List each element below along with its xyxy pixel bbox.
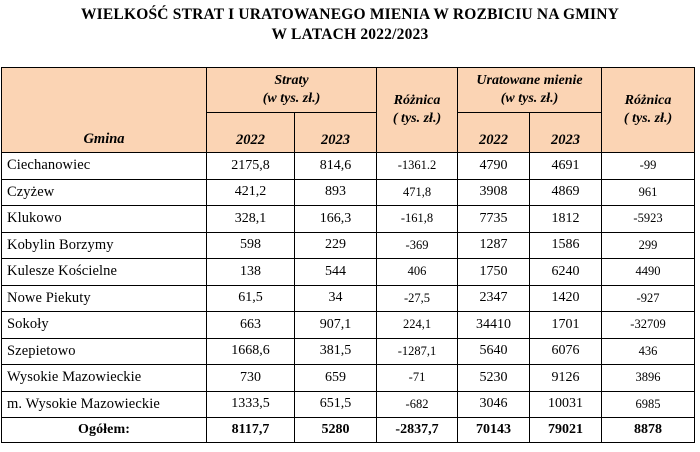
header-straty [207,68,377,113]
cell-straty-2023: 659 [295,365,377,392]
cell-roznica-straty: -27,5 [377,285,458,312]
cell-gmina: Szepietowo [2,338,207,365]
header-straty-2023: 2023 [295,113,377,153]
header-straty-2022: 2022 [207,113,295,153]
header-roznica-straty [377,68,458,153]
cell-roznica-straty: -369 [377,232,458,259]
header-roznica-straty-title: Różnica [393,93,441,108]
cell-straty-2023: 229 [295,232,377,259]
cell-roznica-straty: 471,8 [377,179,458,206]
cell-roznica-straty: 406 [377,259,458,286]
title-line-2: W LATACH 2022/2023 [271,26,429,43]
cell-uratowane-2022: 3908 [458,179,530,206]
cell-roznica-uratowane: 3896 [602,365,695,392]
cell-straty-2022: 61,5 [207,285,295,312]
cell-straty-2022: 421,2 [207,179,295,206]
header-uratowane-title: Uratowane mienie [476,73,583,88]
cell-uratowane-2023: 10031 [530,391,602,418]
cell-gmina: Ciechanowiec [2,153,207,180]
table-row [2,338,695,365]
cell-straty-2022: 328,1 [207,206,295,233]
header-uratowane-2023: 2023 [530,113,602,153]
cell-roznica-straty: -682 [377,391,458,418]
header-roznica-uratowane-title: Różnica [624,93,672,108]
table-row [2,312,695,339]
title-line-1: WIELKOŚĆ STRAT I URATOWANEGO MIENIA W ROZBICIU NA GMINY [80,6,620,23]
table-row [2,391,695,418]
total-row [2,418,695,443]
cell-uratowane-2023: 1586 [530,232,602,259]
table-row [2,285,695,312]
header-gmina: Gmina [2,68,207,153]
cell-roznica-straty: -71 [377,365,458,392]
cell-straty-2022: 730 [207,365,295,392]
cell-roznica-straty: -1361.2 [377,153,458,180]
cell-gmina: m. Wysokie Mazowieckie [2,391,207,418]
cell-straty-2023: 544 [295,259,377,286]
header-straty-title: Straty [274,73,309,88]
cell-uratowane-2023: 1701 [530,312,602,339]
cell-uratowane-2023: 1812 [530,206,602,233]
cell-straty-2022: 138 [207,259,295,286]
cell-uratowane-2022: 2347 [458,285,530,312]
cell-uratowane-2022: 5230 [458,365,530,392]
cell-roznica-straty: -1287,1 [377,338,458,365]
cell-uratowane-2022: 1287 [458,232,530,259]
cell-uratowane-2023: 6240 [530,259,602,286]
cell-straty-2022: 1333,5 [207,391,295,418]
table-row [2,365,695,392]
cell-straty-2022: 663 [207,312,295,339]
cell-uratowane-2023: 4691 [530,153,602,180]
cell-roznica-uratowane: 4490 [602,259,695,286]
cell-gmina: Czyżew [2,179,207,206]
header-roznica-straty-unit: ( tys. zł.) [392,111,442,126]
table-row [2,179,695,206]
cell-straty-2023: 381,5 [295,338,377,365]
cell-straty-2023: 651,5 [295,391,377,418]
cell-roznica-straty: 224,1 [377,312,458,339]
total-roznica-straty: -2837,7 [377,418,458,443]
cell-gmina: Wysokie Mazowieckie [2,365,207,392]
total-straty-2023: 5280 [295,418,377,443]
cell-roznica-uratowane: -99 [602,153,695,180]
cell-uratowane-2023: 4869 [530,179,602,206]
cell-straty-2023: 814,6 [295,153,377,180]
total-straty-2022: 8117,7 [207,418,295,443]
cell-straty-2023: 34 [295,285,377,312]
cell-uratowane-2022: 1750 [458,259,530,286]
cell-straty-2023: 907,1 [295,312,377,339]
total-uratowane-2022: 70143 [458,418,530,443]
table-row [2,259,695,286]
cell-straty-2022: 598 [207,232,295,259]
header-roznica-uratowane [602,68,695,153]
header-uratowane-2022: 2022 [458,113,530,153]
cell-roznica-uratowane: -5923 [602,206,695,233]
cell-roznica-uratowane: 961 [602,179,695,206]
cell-roznica-straty: -161,8 [377,206,458,233]
cell-uratowane-2023: 9126 [530,365,602,392]
cell-uratowane-2023: 1420 [530,285,602,312]
cell-uratowane-2022: 4790 [458,153,530,180]
cell-straty-2022: 2175,8 [207,153,295,180]
cell-roznica-uratowane: 436 [602,338,695,365]
cell-uratowane-2022: 7735 [458,206,530,233]
cell-gmina: Sokoły [2,312,207,339]
cell-roznica-uratowane: 6985 [602,391,695,418]
header-straty-unit: (w tys. zł.) [262,91,321,106]
cell-straty-2023: 893 [295,179,377,206]
table-row [2,153,695,180]
cell-straty-2023: 166,3 [295,206,377,233]
cell-uratowane-2022: 34410 [458,312,530,339]
header-uratowane-unit: (w tys. zł.) [500,91,559,106]
cell-roznica-uratowane: -32709 [602,312,695,339]
cell-gmina: Kobylin Borzymy [2,232,207,259]
document-title [0,5,700,45]
table-row [2,232,695,259]
header-roznica-uratowane-unit: ( tys. zł.) [623,111,673,126]
cell-roznica-uratowane: 299 [602,232,695,259]
table-row [2,206,695,233]
cell-gmina: Klukowo [2,206,207,233]
total-label: Ogółem: [2,418,207,443]
cell-uratowane-2022: 3046 [458,391,530,418]
cell-uratowane-2023: 6076 [530,338,602,365]
total-roznica-uratowane: 8878 [602,418,695,443]
cell-uratowane-2022: 5640 [458,338,530,365]
losses-table [1,67,695,443]
cell-gmina: Kulesze Kościelne [2,259,207,286]
cell-roznica-uratowane: -927 [602,285,695,312]
cell-straty-2022: 1668,6 [207,338,295,365]
cell-gmina: Nowe Piekuty [2,285,207,312]
header-uratowane [458,68,602,113]
total-uratowane-2023: 79021 [530,418,602,443]
